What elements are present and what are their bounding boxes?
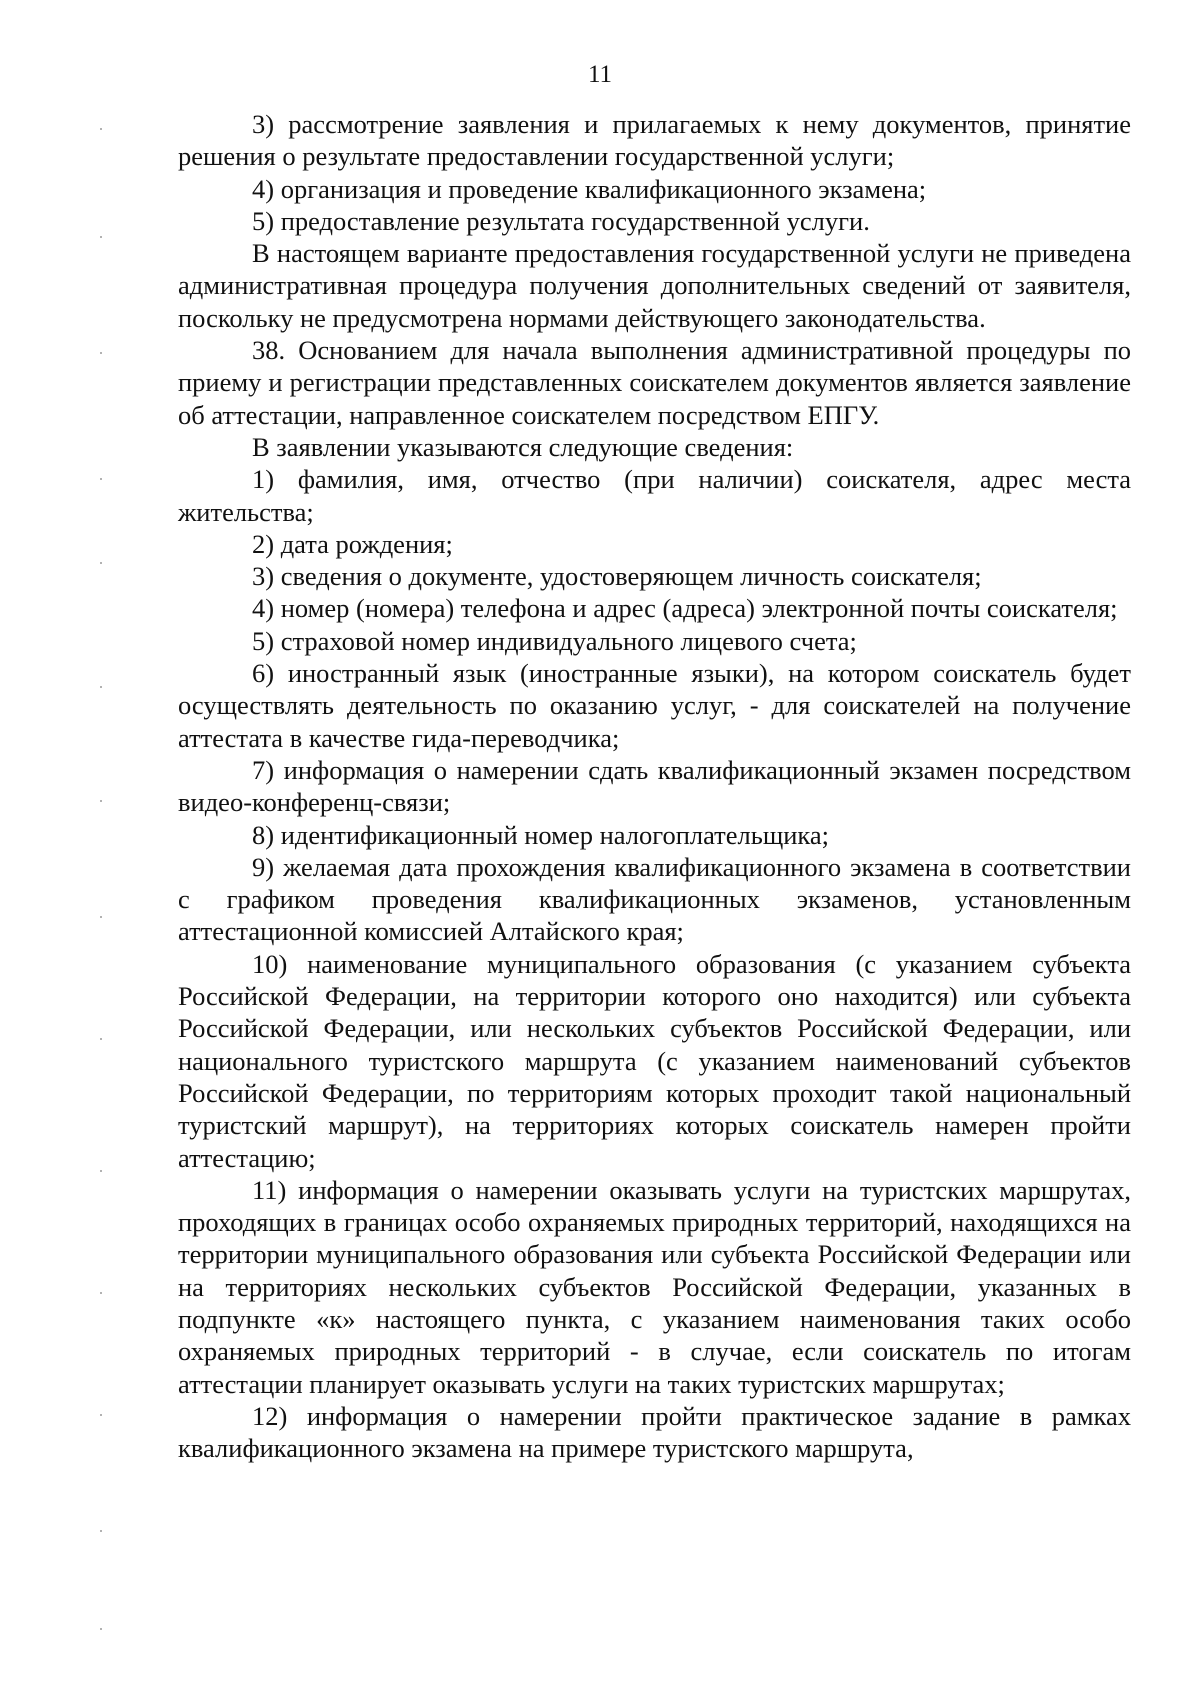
- scan-margin-dot: [100, 1038, 102, 1040]
- application-item-12: 12) информация о намерении пройти практическое задание в рамках квалификационного экзамена на примере туристского маршрута,: [178, 1400, 1131, 1464]
- application-item-4: 4) номер (номера) телефона и адрес (адреса) электронной почты соискателя;: [252, 593, 1118, 624]
- scan-margin-dot: [100, 800, 102, 802]
- paragraph-application-info: В заявлении указываются следующие сведения:: [252, 431, 794, 462]
- paragraph-variant-note: В настоящем варианте предоставления государственной услуги не приведена административная процедура получения дополнительных сведений от заявителя, поскольку не предусмотрена нормами действующего законодательства.: [178, 238, 1131, 333]
- list-item-3-review: 3) рассмотрение заявления и прилагаемых к нему документов, принятие решения о результате предоставлении государственной услуги;: [178, 109, 1131, 172]
- scan-margin-dot: [100, 1414, 102, 1416]
- paragraph-38: 38. Основанием для начала выполнения административной процедуры по приему и регистрации представленных соискателем документов является заявление об аттестации, направленное соискателем посредством ЕПГУ.: [178, 335, 1131, 430]
- application-item-3: 3) сведения о документе, удостоверяющем личность соискателя;: [252, 561, 982, 592]
- page-number: 11: [587, 61, 613, 88]
- scan-margin-dot: [100, 562, 102, 564]
- application-item-8: 8) идентификационный номер налогоплательщика;: [252, 819, 830, 850]
- application-item-7: 7) информация о намерении сдать квалификационный экзамен посредством видео-конференц-связи;: [178, 754, 1131, 818]
- application-item-11: 11) информация о намерении оказывать услуги на туристских маршрутах, проходящих в границах особо охраняемых природных территорий, находящихся на территории муниципального образования или субъекта Российской Федерации или на территориях нескольких субъектов Российской Федерации, указанных в подпункте «к» настоящего пункта, с указанием наименования таких особо охраняемых природных территорий - в случае, если соискатель по итогам аттестации планирует оказывать услуги на таких туристских маршрутах;: [178, 1174, 1131, 1399]
- application-item-10: 10) наименование муниципального образования (с указанием субъекта Российской Федерации, на территории которого оно находится) или субъекта Российской Федерации, или нескольких субъектов Российской Федерации, или национального туристского маршрута (с указанием наименований субъектов Российской Федерации, по территориям которых проходит такой национальный туристский маршрут), на территориях которых соискатель намерен пройти аттестацию;: [178, 948, 1131, 1173]
- scan-margin-dot: [100, 236, 102, 238]
- application-item-6: 6) иностранный язык (иностранные языки), на котором соискатель будет осуществлять деятельность по оказанию услуг, - для соискателей на получение аттестата в качестве гида-переводчика;: [178, 658, 1131, 753]
- scan-margin-dot: [100, 1170, 102, 1172]
- scan-margin-dot: [100, 128, 102, 130]
- document-body: [178, 108, 1131, 1464]
- scan-margin-dot: [100, 1292, 102, 1294]
- scan-margin-dot: [100, 478, 102, 480]
- application-item-5: 5) страховой номер индивидуального лицевого счета;: [252, 625, 857, 656]
- scan-margin-dot: [100, 1628, 102, 1630]
- scan-margin-dot: [100, 1530, 102, 1532]
- list-item-5-result: 5) предоставление результата государственной услуги.: [252, 205, 870, 236]
- scan-margin-dot: [100, 686, 102, 688]
- scan-margin-dot: [100, 916, 102, 918]
- scan-margin-dot: [100, 352, 102, 354]
- application-item-2: 2) дата рождения;: [252, 528, 453, 559]
- application-item-9: 9) желаемая дата прохождения квалификационного экзамена в соответствии с графиком проведения квалификационных экзаменов, установленным аттестационной комиссией Алтайского края;: [178, 851, 1131, 947]
- list-item-4-exam: 4) организация и проведение квалификационного экзамена;: [252, 173, 927, 204]
- application-item-1: 1) фамилия, имя, отчество (при наличии) соискателя, адрес места жительства;: [178, 464, 1131, 527]
